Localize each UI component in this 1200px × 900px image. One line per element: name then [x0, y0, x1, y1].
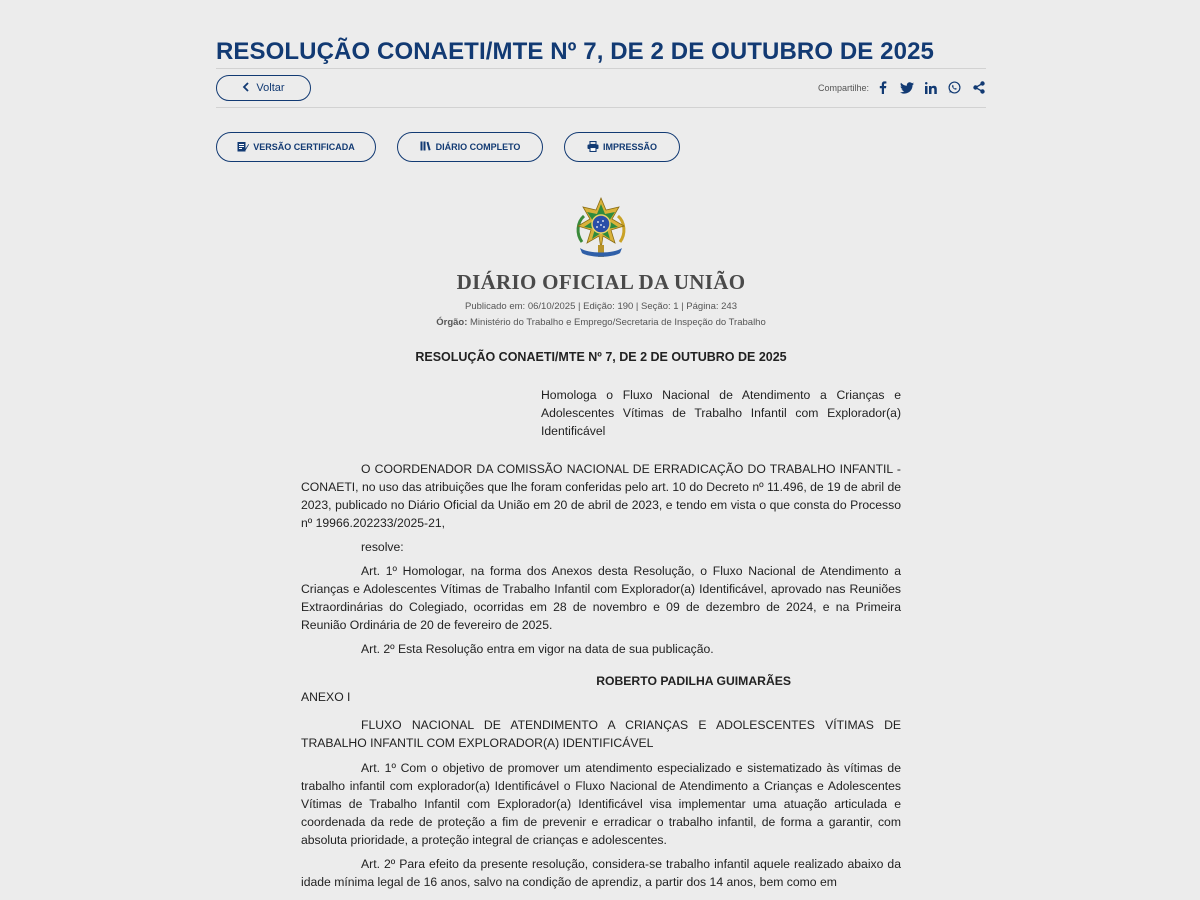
printer-icon	[587, 141, 599, 154]
issuing-agency-label: Órgão:	[436, 317, 468, 328]
linkedin-icon[interactable]	[923, 80, 938, 95]
dou-title: DIÁRIO OFICIAL DA UNIÃO	[456, 270, 746, 294]
share-label: Compartilhe:	[817, 82, 869, 93]
back-button[interactable]	[216, 75, 311, 101]
document-body	[301, 196, 901, 891]
back-button-label: Voltar	[256, 82, 285, 94]
chevron-left-icon	[242, 82, 250, 95]
certified-version-label: VERSÃO CERTIFICADA	[253, 142, 355, 152]
signatory: ROBERTO PADILHA GUIMARÃES	[596, 674, 791, 688]
annex-title: FLUXO NACIONAL DE ATENDIMENTO A CRIANÇAS E ADOLESCENTES VÍTIMAS DE TRABALHO INFANTIL COM EXPLORADOR(A) IDENTIFICÁVEL	[301, 718, 901, 750]
ementa: Homologa o Fluxo Nacional de Atendimento a Crianças e Adolescentes Vítimas de Trabalho Infantil com Explorador(a) Identificável	[541, 388, 901, 438]
certified-version-button[interactable]	[216, 132, 376, 162]
share-bar	[818, 80, 986, 95]
paragraph-resolve: resolve:	[361, 540, 404, 554]
issuing-agency	[301, 317, 901, 328]
publication-meta: Publicado em: 06/10/2025 | Edição: 190 | Seção: 1 | Página: 243	[464, 301, 737, 312]
paragraph-art2: Art. 2º Esta Resolução entra em vigor na data de sua publicação.	[361, 642, 714, 656]
paragraph-preamble: O COORDENADOR DA COMISSÃO NACIONAL DE ERRADICAÇÃO DO TRABALHO INFANTIL - CONAETI, no uso das atribuições que lhe foram conferidas pelo art. 10 do Decreto nº 11.496, de 19 de abril de 2023, publicado no Diário Oficial da União em 20 de abril de 2023, e tendo em vista o que consta do Processo nº 19966.202233/2025-21,	[301, 462, 901, 530]
full-diary-label: DIÁRIO COMPLETO	[435, 142, 521, 152]
print-label: IMPRESSÃO	[602, 142, 657, 152]
annex-label: ANEXO I	[301, 690, 351, 704]
page-title: RESOLUÇÃO CONAETI/MTE Nº 7, DE 2 DE OUTUBRO DE 2025	[216, 38, 934, 65]
brazil-coat-of-arms-icon	[568, 196, 634, 262]
certificate-icon	[237, 141, 249, 154]
document-actions	[216, 132, 986, 162]
paragraph-annex-art1: Art. 1º Com o objetivo de promover um atendimento especializado e sistematizado às vítimas de trabalho infantil com explorador(a) Identificável o Fluxo Nacional de Atendimento a Crianças e Adolescentes Vítimas de Trabalho Infantil com Explorador(a) Identificável visa implementar uma atuação articulada e coordenada da rede de proteção a fim de prevenir e erradicar o trabalho infantil, de forma a garantir, com absoluta prioridade, a proteção integral de crianças e adolescentes.	[301, 761, 901, 847]
books-icon	[420, 141, 432, 153]
issuing-agency-value: Ministério do Trabalho e Emprego/Secretaria de Inspeção do Trabalho	[470, 317, 766, 328]
document-heading: RESOLUÇÃO CONAETI/MTE Nº 7, DE 2 DE OUTUBRO DE 2025	[415, 350, 787, 364]
paragraph-annex-art2: Art. 2º Para efeito da presente resolução, considera-se trabalho infantil aquele realizado abaixo da idade mínima legal de 16 anos, salvo na condição de aprendiz, a partir dos 14 anos, bem como em	[301, 857, 901, 889]
facebook-icon[interactable]	[875, 80, 890, 95]
whatsapp-icon[interactable]	[947, 80, 962, 95]
twitter-icon[interactable]	[899, 80, 914, 95]
page-container	[216, 0, 986, 891]
full-diary-button[interactable]	[397, 132, 543, 162]
paragraph-art1: Art. 1º Homologar, na forma dos Anexos desta Resolução, o Fluxo Nacional de Atendimento a Crianças e Adolescentes Vítimas de Trabalho Infantil com Explorador(a) Identificável, aprovado nas Reuniões Extraordinárias do Colegiado, ocorridas em 28 de novembro e 09 de dezembro de 2024, e na Primeira Reunião Ordinária de 20 de fevereiro de 2025.	[301, 564, 901, 632]
share-icon[interactable]	[971, 80, 986, 95]
print-button[interactable]	[564, 132, 680, 162]
toolbar	[216, 68, 986, 108]
